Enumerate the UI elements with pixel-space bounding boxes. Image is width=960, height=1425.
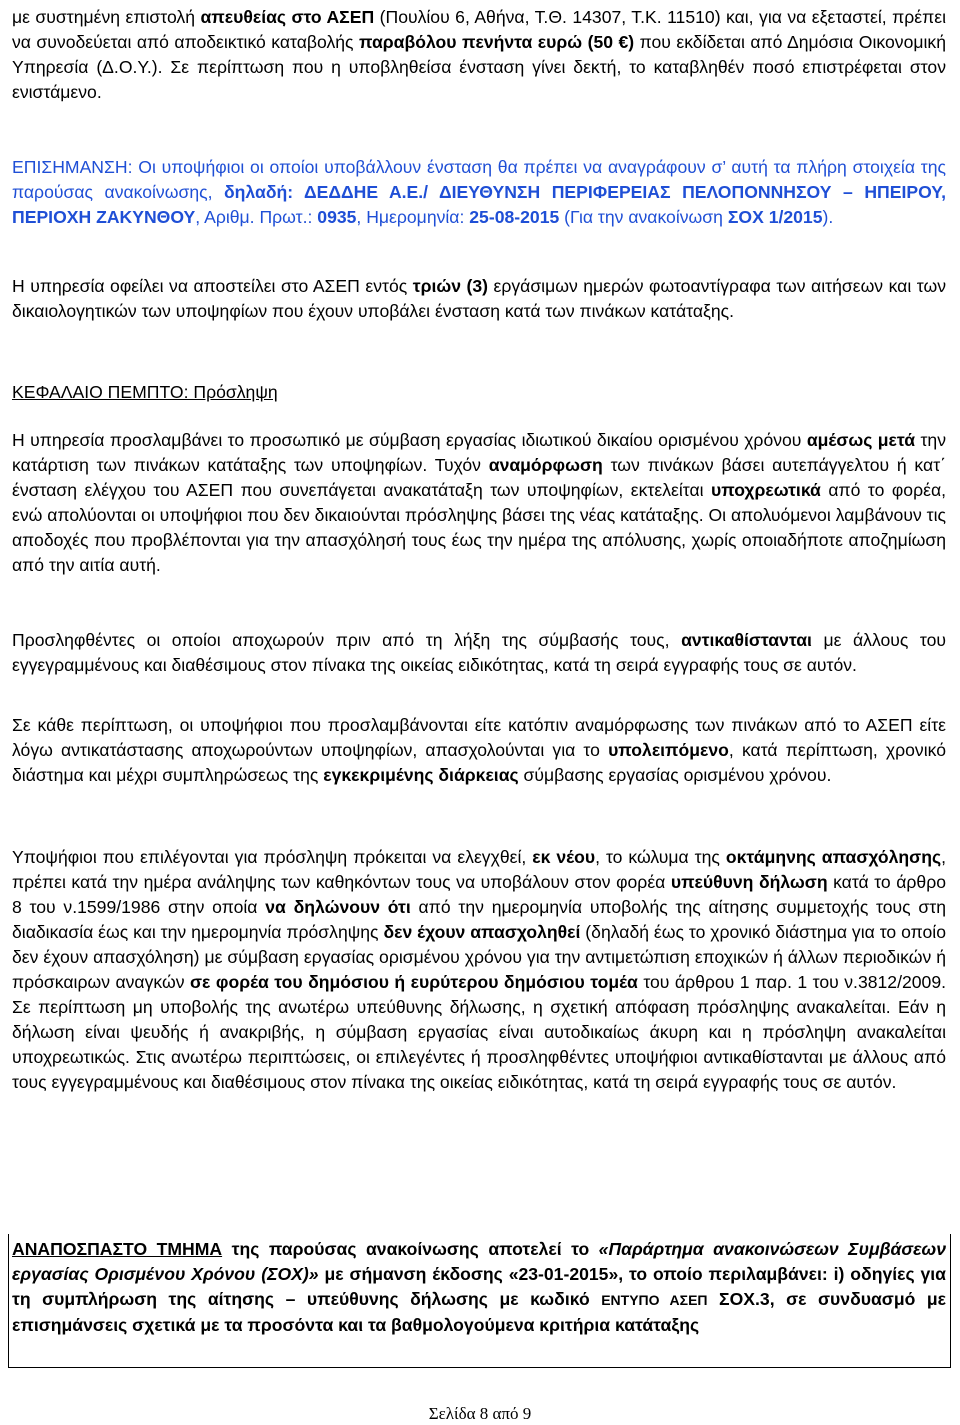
paragraph-remaining-duration: Σε κάθε περίπτωση, οι υποψήφιοι που προσλαμβάνονται είτε κατόπιν αναμόρφωσης των πινάκων από το ΑΣΕΠ είτε λόγω αντικατάστασης αποχωρούντων υποψηφίων, απασχολούνται για το υπολειπόμενο, κατά περίπτωση, χρονικό διάστημα και μέχρι συμπληρώσεως της εγκεκριμένης διάρκειας σύμβασης εργασίας ορισμένου χρόνου. [12, 715, 946, 785]
paragraph-hiring: Η υπηρεσία προσλαμβάνει το προσωπικό με σύμβαση εργασίας ιδιωτικού δικαίου ορισμένου χρόνου αμέσως μετά την κατάρτιση των πινάκων κατάταξης των υποψηφίων. Τυχόν αναμόρφωση των πινάκων βάσει αυτεπάγγελτου ή κατ΄ ένσταση ελέγχου του ΑΣΕΠ που συνεπάγεται ανακατάταξη των υποψηφίων, εκτελείται υποχρεωτικά από το φορέα, ενώ απολύονται οι υποψήφιοι που δεν δικαιούνται πρόσληψης βάσει της νέας κατάταξης. Οι απολυόμενοι λαμβάνουν τις αποδοχές που προβλέπονται για την απασχόλησή τους έως την ημέρα της απόλυσης, χωρίς οποιαδήποτε αποζημίωση από την αιτία αυτή. [12, 430, 946, 575]
chapter-heading: ΚΕΦΑΛΑΙΟ ΠΕΜΠΤΟ: Πρόσληψη [12, 382, 278, 402]
paragraph-replacement: Προσληφθέντες οι οποίοι αποχωρούν πριν από τη λήξη της σύμβασής τους, αντικαθίστανται με άλλους του εγγεγραμμένους και διαθέσιμους στον πίνακα της οικείας ειδικότητας, κατά τη σειρά εγγραφής τους σε αυτόν. [12, 630, 946, 675]
paragraph-service-obligation: Η υπηρεσία οφείλει να αποστείλει στο ΑΣΕΠ εντός τριών (3) εργάσιμων ημερών φωτοαντίγραφα των αιτήσεων και των δικαιολογητικών των υποψηφίων που έχουν υποβάλει ένσταση κατά των πινάκων κατάταξης. [12, 276, 946, 321]
page-number-footer: Σελίδα 8 από 9 [428, 1404, 532, 1423]
paragraph-notice-highlight: ΕΠΙΣΗΜΑΝΣΗ: Οι υποψήφιοι οι οποίοι υποβάλλουν ένσταση θα πρέπει να αναγράφουν σ’ αυτή τα πλήρη στοιχεία της παρούσας ανακοίνωσης, δηλαδή: ΔΕΔΔΗΕ Α.Ε./ ΔΙΕΥΘΥΝΣΗ ΠΕΡΙΦΕΡΕΙΑΣ ΠΕΛΟΠΟΝΝΗΣΟΥ – ΗΠΕΙΡΟΥ, ΠΕΡΙΟΧΗ ΖΑΚΥΝΘΟΥ, Αριθμ. Πρωτ.: 0935, Ημερομηνία: 25-08-2015 (Για την ανακοίνωση ΣΟΧ 1/2015). [12, 157, 946, 227]
paragraph-solemn-declaration: Υποψήφιοι που επιλέγονται για πρόσληψη πρόκειται να ελεγχθεί, εκ νέου, το κώλυμα της οκτάμηνης απασχόλησης, πρέπει κατά την ημέρα ανάληψης των καθηκόντων τους να υποβάλουν στον φορέα υπεύθυνη δήλωση κατά το άρθρο 8 του ν.1599/1986 στην οποία να δηλώνουν ότι από την ημερομηνία υποβολής της αίτησης συμμετοχής τους στη διαδικασία έως και την ημερομηνία πρόσληψης δεν έχουν απασχοληθεί (δηλαδή έως το χρονικό διάστημα για το οποίο δεν έχουν απασχόληση) με σύμβαση εργασίας ορισμένου χρόνου για την αντιμετώπιση εποχικών ή άλλων περιοδικών ή πρόσκαιρων αναγκών σε φορέα του δημόσιου ή ευρύτερου δημόσιου τομέα του άρθρου 1 παρ. 1 του ν.3812/2009. Σε περίπτωση μη υποβολής της ανωτέρω υπεύθυνης δήλωσης, η σχετική απόφαση πρόσληψης ανακαλείται. Εάν η δήλωση είναι ψευδής ή ανακριβής, η σύμβαση εργασίας είναι αυτοδικαίως άκυρη και η πρόσληψη ανακαλείται υποχρεωτικώς. Στις ανωτέρω περιπτώσεις, οι επιλεγέντες ή προσληφθέντες υποψήφιοι αντικαθίστανται με άλλους από τους εγγεγραμμένους και διαθέσιμους στον πίνακα της οικείας ειδικότητας, κατά τη σειρά εγγραφής τους σε αυτόν. [12, 847, 947, 1092]
paragraph-annex: ΑΝΑΠΟΣΠΑΣΤΟ ΤΜΗΜΑ της παρούσας ανακοίνωσης αποτελεί το «Παράρτημα ανακοινώσεων Συμβάσεων εργασίας Ορισμένου Χρόνου (ΣΟΧ)» με σήμανση έκδοσης «23-01-2015», το οποίο περιλαμβάνει: i) οδηγίες για τη συμπλήρωση της αίτησης – υπεύθυνης δήλωσης με κωδικό ΕΝΤΥΠΟ ΑΣΕΠ ΣΟΧ.3, σε συνδυασμό με επισημάνσεις σχετικά με τα προσόντα και τα βαθμολογούμενα κριτήρια κατάταξης [12, 1239, 947, 1335]
paragraph-objection-submission: με συστημένη επιστολή απευθείας στο ΑΣΕΠ (Πουλίου 6, Αθήνα, Τ.Θ. 14307, Τ.Κ. 11510) και, για να εξεταστεί, πρέπει να συνοδεύεται από αποδεικτικό καταβολής παραβόλου πενήντα ευρώ (50 €) που εκδίδεται από Δημόσια Οικονομική Υπηρεσία (Δ.Ο.Υ.). Σε περίπτωση που η υποβληθείσα ένσταση γίνει δεκτή, το καταβληθέν ποσό επιστρέφεται στον ενιστάμενο. [12, 7, 946, 102]
